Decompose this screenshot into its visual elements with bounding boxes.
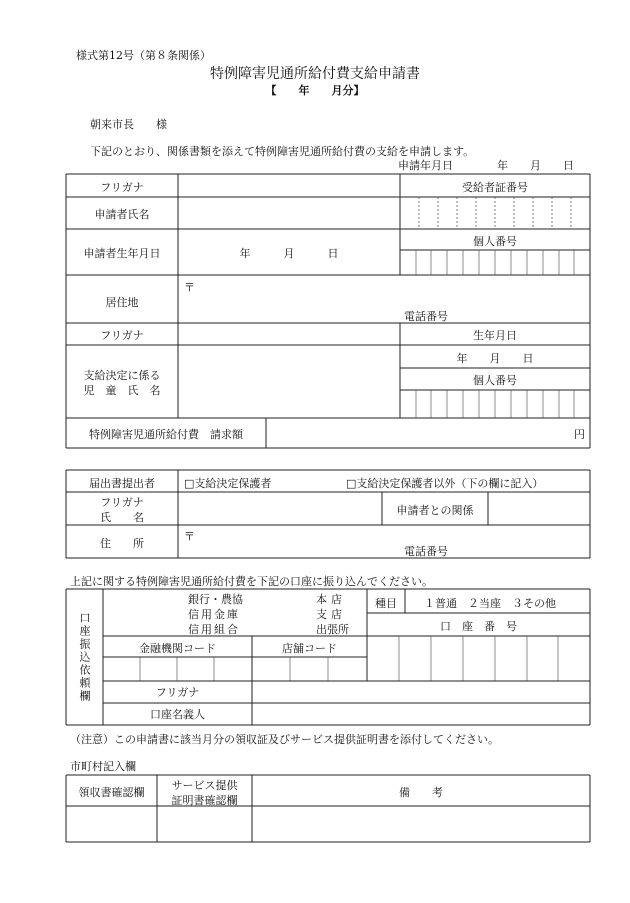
kind-label: 種目 [375,597,397,610]
apply-date: 申請年月日 年 月 日 [398,159,574,172]
postal-mark-2: 〒 [184,530,195,543]
bank-intro: 上記に関する特例障害児通所給付費を下記の口座に振り込んでください。 [70,575,433,588]
relation-label: 申請者との関係 [396,504,474,517]
furigana-label-4: フリガナ [155,686,200,699]
furigana-label-3: フリガナ [100,496,144,509]
dob-value: 年 月 日 [239,247,339,260]
recipient-no-label: 受給者証番号 [462,181,528,194]
inst-type-2: 信用金庫 [188,608,240,621]
phone-label: 電話番号 [404,310,448,323]
furigana-label: フリガナ [100,181,144,194]
phone-label-2: 電話番号 [404,545,448,558]
branch-code-label: 店舗コード [282,642,337,655]
attachment-note: （注意）この申請書に該当月分の領収証及びサービス提供証明書を添付してください。 [70,733,499,746]
service-check-label-1: サービス提供 [171,779,238,792]
account-no-label: 口 座 番 号 [440,620,517,633]
furigana-label-2: フリガナ [100,329,144,342]
child-dob-value: 年 月 日 [456,352,534,365]
child-name-label-2: 児 童 氏 名 [83,384,161,397]
inst-type-1: 銀行・農協 [188,593,243,606]
branch-type-1: 本店 [316,593,346,606]
claim-label: 特例障害児通所給付費 請求額 [89,428,243,441]
submitter-name-label: 氏 名 [100,511,144,524]
submitter-address-label: 住 所 [100,537,144,550]
dob-label: 申請者生年月日 [83,247,161,260]
personal-no-label: 個人番号 [473,235,517,248]
child-name-label-1: 支給決定に係る [83,369,161,382]
receipt-check-label: 領収書確認欄 [78,786,145,799]
form-title: 特例障害児通所給付費支給申請書 [210,66,420,82]
bank-code-label: 金融機関コード [139,642,216,655]
postal-mark: 〒 [184,281,195,294]
option-other[interactable]: □支給決定保護者以外（下の欄に記入） [346,477,544,490]
address-label: 居住地 [105,296,139,309]
inst-type-3: 信用組合 [188,623,240,636]
branch-type-2: 支店 [316,608,346,621]
remarks-label: 備 考 [399,786,443,799]
form-number: 様式第12号（第８条関係） [76,49,211,62]
personal-no-label-2: 個人番号 [473,374,517,387]
municipal-label: 市町村記入欄 [70,760,136,773]
month-line: 【 年 月分】 [265,84,365,97]
option-guardian[interactable]: □支給決定保護者 [184,477,272,490]
account-holder-label: 口座名義人 [150,708,205,721]
branch-type-3: 出張所 [316,623,349,636]
service-check-label-2: 証明書確認欄 [171,794,238,807]
submitter-label: 届出書提出者 [89,477,155,490]
applicant-name-label: 申請者氏名 [94,208,150,221]
intro-text: 下記のとおり、関係書類を添えて特例障害児通所給付費の支給を申請します。 [90,145,475,158]
child-dob-label: 生年月日 [473,329,517,342]
kind-options[interactable]: １普通 ２当座 ３その他 [424,597,556,610]
yen-unit: 円 [574,428,585,441]
addressee: 朝来市長 様 [90,118,167,131]
bank-side-label: 口座振込依頼欄 [78,612,91,703]
